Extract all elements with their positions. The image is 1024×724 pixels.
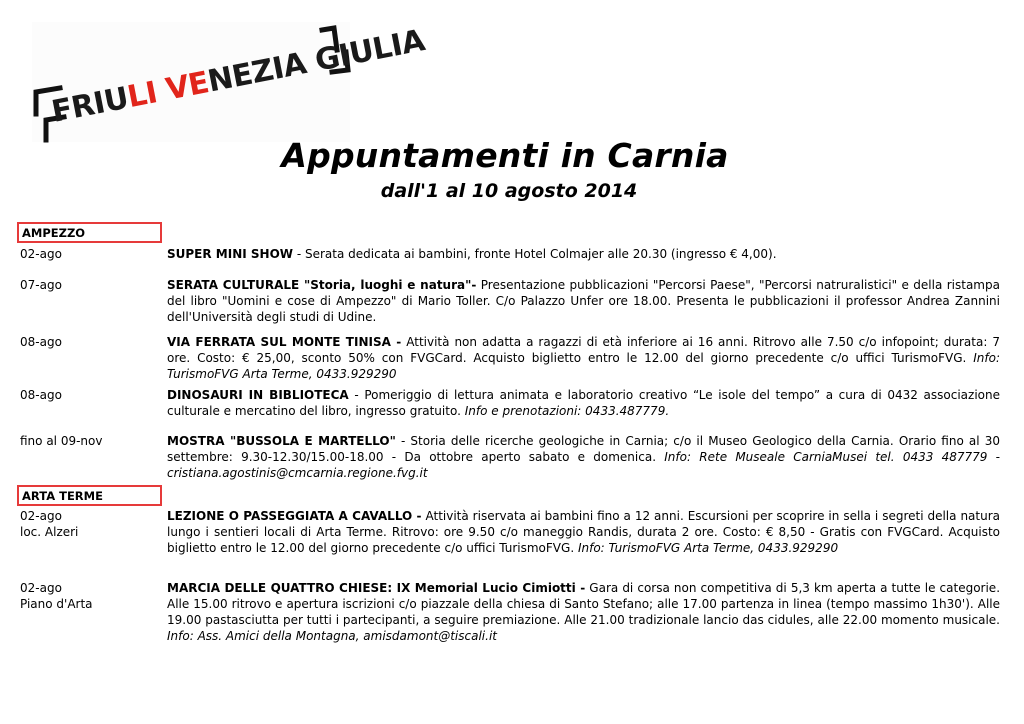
event-info: Info e prenotazioni: 0433.487779.: [464, 404, 670, 418]
event-info: Info: Rete Museale CarniaMusei tel. 0433 487779 - cristiana.agostinis@cmcarnia.regione.fvg.it: [167, 450, 1000, 480]
event-title: LEZIONE O PASSEGGIATA A CAVALLO -: [167, 509, 422, 523]
logo-text-2: LI: [124, 73, 170, 116]
event-date: 07-ago: [20, 278, 62, 292]
logo-text-4: NEZIA GIULIA: [205, 23, 428, 100]
event-date-day: 02-ago: [20, 581, 62, 595]
event-info: Info: TurismoFVG Arta Terme, 0433.929290: [167, 351, 1000, 381]
event-date: [20, 580, 160, 612]
logo: [32, 22, 428, 142]
event-text: Storia delle ricerche geologiche in Carnia; c/o il Museo Geologico della Carnia. Orario fino al 30 settembre: 9.30-12.30/15.00-18.00 - Da ottobre aperto sabato e domenica.: [167, 434, 1001, 464]
event-title: DINOSAURI IN BIBLIOTECA: [167, 388, 349, 402]
event-date: 02-ago: [20, 247, 62, 261]
event-date: 08-ago: [20, 388, 62, 402]
svg-text:FRIULI VENEZIA GIULIA: [49, 23, 429, 130]
event-description: [167, 334, 1000, 382]
event-text: Attività riservata ai bambini fino a 12 anni. Escursioni per scoprire in sella i segreti della natura lungo i sentieri locali di Arta Terme. Ritrovo: ore 9.50 c/o maneggio Randis, durata 2 ore. Costo: € 8,50 - Gratis con FVGCard. Acquisto biglietto entro le 12.00 del giorno precedente c/o uffici TurismoFVG.: [167, 509, 1000, 555]
event-text: Presentazione pubblicazioni "Percorsi Paese", "Percorsi natruralistici" e della ristampa del libro "Uomini e cose di Ampezzo" di Mario Toller. C/o Palazzo Unfer ore 18.00. Presenta le pubblicazioni il professor Andrea Zannini dell'Università degli studi di Udine.: [167, 278, 1000, 324]
event-description: [167, 508, 1000, 556]
event-separator: -: [348, 388, 365, 402]
event-title: VIA FERRATA SUL MONTE TINISA -: [167, 335, 402, 349]
logo-text-1: FRIU: [48, 80, 132, 130]
event-description: [167, 387, 1000, 419]
section-title-arta-terme: ARTA TERME: [22, 489, 103, 503]
event-description: [167, 246, 1000, 262]
event-text: Attività non adatta a ragazzi di età inferiore ai 16 anni. Ritrovo alle 7.50 c/o infopoint; durata: 7 ore. Costo: € 25,00, sconto 50% con FVGCard. Acquisto biglietto entro le 12.00 del giorno precedente c/o uffici TurismoFVG.: [167, 335, 1001, 365]
event-text: Pomeriggio di lettura animata e laboratorio creativo “Le isole del tempo” a cura di 0432 associazione culturale e mercatino del libro, ingresso gratuito.: [167, 388, 1000, 418]
event-info: Info: Ass. Amici della Montagna, amisdamont@tiscali.it: [167, 629, 497, 643]
event-description: [167, 580, 1000, 644]
event-separator: -: [293, 247, 305, 261]
event-separator: -: [395, 434, 411, 448]
event-date: 08-ago: [20, 335, 62, 349]
event-text: Gara di corsa non competitiva di 5,3 km aperta a tutte le categorie. Alle 15.00 ritrovo e apertura iscrizioni c/o piazzale della chiesa di Santo Stefano; alle 17.00 partenza in linea (tempo massimo 1h30'). Alle 19.00 pastasciutta per tutti i partecipanti, a seguire premiazione. Alle 21.00 tradizionale lancio das cidules, alle 22.00 momento musicale.: [167, 581, 1001, 627]
event-location: loc. Alzeri: [20, 525, 79, 539]
page-title: Appuntamenti in Carnia: [281, 136, 729, 175]
page-subtitle: dall'1 al 10 agosto 2014: [380, 180, 638, 202]
event-description: [167, 433, 1000, 481]
event-date: fino al 09-nov: [20, 434, 103, 448]
event-title: MARCIA DELLE QUATTRO CHIESE: IX Memorial Lucio Cimiotti -: [167, 581, 586, 595]
section-title-ampezzo: AMPEZZO: [22, 226, 86, 240]
event-location: Piano d'Arta: [20, 597, 93, 611]
logo-text-3: VE: [163, 65, 212, 108]
event-title: MOSTRA "BUSSOLA E MARTELLO": [167, 434, 396, 448]
event-title: SUPER MINI SHOW: [167, 247, 294, 261]
event-date-day: 02-ago: [20, 509, 62, 523]
event-title: SERATA CULTURALE "Storia, luoghi e natura"-: [167, 278, 477, 292]
event-info: Info: TurismoFVG Arta Terme, 0433.929290: [577, 541, 839, 555]
event-date: [20, 508, 160, 540]
event-text: Serata dedicata ai bambini, fronte Hotel Colmajer alle 20.30 (ingresso € 4,00).: [304, 247, 777, 261]
event-description: [167, 277, 1000, 325]
